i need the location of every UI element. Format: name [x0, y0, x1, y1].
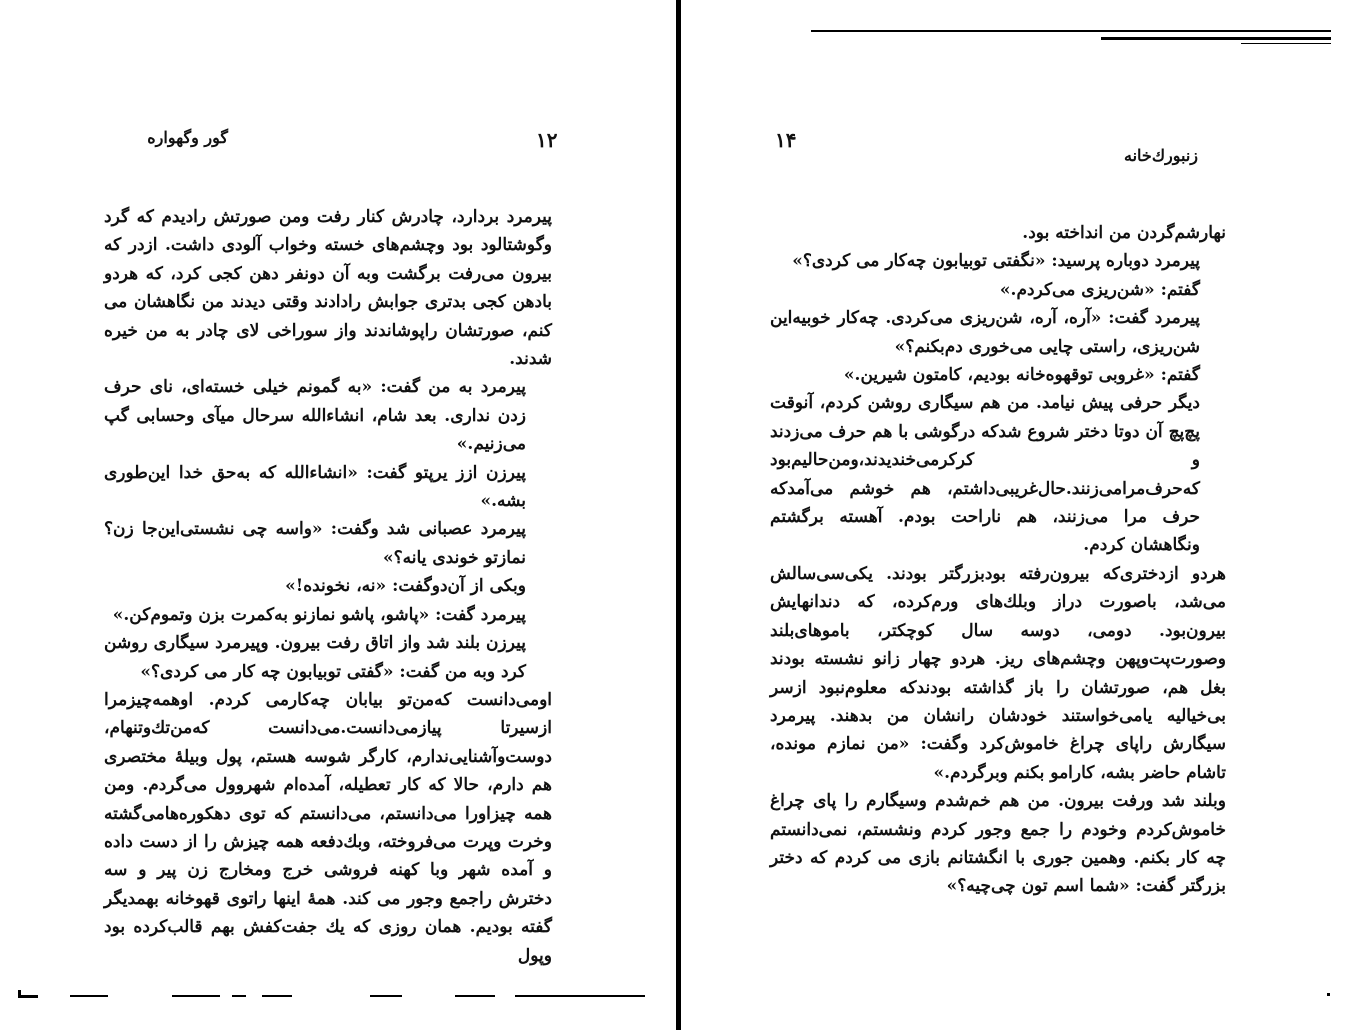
paragraph: پیرمرد گفت: «آره، آره، شن‌ریزی می‌کردی. چه‌کار خوبیه‌این شن‌ریزی، راستی چایی می‌خوری دم‌بکنم؟» [770, 308, 1200, 357]
paragraph: وبکی از آن‌دوگفت: «نه، نخونده!» [285, 576, 526, 597]
paragraph: پیرزن ازز یرپتو گفت: «انشاءالله که به‌حق خدا این‌طوری بشه.» [104, 462, 526, 512]
scan-line [1101, 37, 1331, 40]
paragraph: پیرمرد به من گفت: «به گمونم خیلی خسته‌ای، نای حرف زدن نداری. بعد شام، انشاءالله سرحال میآی وحسابی گپ می‌زنیم.» [104, 377, 526, 455]
left-page-number: ۱۲ [536, 128, 558, 152]
scan-line [172, 995, 220, 997]
paragraph: دیگر حرفی پیش نیامد. من هم سیگاری روشن کردم، آنوقت پچ‌پچ آن دوتا دختر شروع شدکه درگوشی با هم حرف می‌زدند و کرکرمی‌خندیدند،ومن‌حالیم‌بود که‌حرف‌مرامی‌زنند.حال‌غریبی‌داشتم، هم خوشم می‌آمدکه حرف مرا می‌زنند، هم ناراحت بودم. آهسته برگشتم ونگاهشان کردم. [770, 393, 1200, 556]
scan-line [370, 995, 402, 997]
paragraph: نهارشم‌گردن من انداخته بود. [1022, 223, 1226, 243]
paragraph: گفتم: «غروبی توقهوه‌خانه بودیم، کامتون شیرین.» [843, 365, 1200, 386]
paragraph: پیرمرد عصبانی شد وگفت: «واسه چی نشستی‌این‌جا زن؟نمازتو خوندی یانه؟» [104, 519, 526, 568]
paragraph: پیرمرد گفت: «پاشو، پاشو نمازنو به‌کمرت بزن وتموم‌کن.» [112, 604, 526, 625]
scan-mark [18, 995, 38, 998]
paragraph: وبلند شد ورفت بیرون. من هم خم‌شدم وسیگارم را پای چراغ خاموش‌کردم وخودم را جمع وجور کردم ونشستم، نمی‌دانستم چه کار بکنم. وهمین جوری با انگشتانم بازی می کردم که دختر بزرگتر گفت: «شما اسم تون چی‌چیه؟» [770, 791, 1226, 897]
scan-line [70, 995, 108, 997]
right-page [681, 0, 1363, 1030]
paragraph: گفتم: «شن‌ریزی می‌کردم.» [999, 279, 1200, 300]
scan-line [1241, 43, 1331, 44]
scan-line [262, 995, 292, 997]
paragraph: هردو ازدختری‌که بیرون‌رفته بودبزرگتر بودند. یکی‌سی‌سالش می‌شد، باصورت دراز وبلك‌های ورم‌کرده، که دندانهایش بیرون‌بود. دومی، دوسه سال کوچکتر، باموهای‌بلند وصورت‌پت‌وپهن وچشم‌های ریز. هردو چهار زانو نشسته بودند بغل هم، صورتشان را باز گذاشته بودندکه معلوم‌نبود ازسر بی‌خیالیه یامی‌خواستند خودشان رانشان من بدهند. پیرمرد سیگارش راپای چراغ خاموش‌کرد وگفت: «من نمازم مونده، تاشام حاضر بشه، کارامو بکنم وبرگردم.» [770, 563, 1226, 783]
right-page-number: ۱۴ [775, 128, 797, 152]
left-page-header: گور وگهواره [147, 128, 228, 147]
scan-line [455, 995, 495, 997]
paragraph: اومی‌دانست که‌من‌تو بیابان چه‌کارمی کردم. اوهمه‌چیزمرا ازسیرتا پیازمی‌دانست.می‌دانست که‌من‌تك‌وتنهام، دوست‌وآشنایی‌ندارم، کارگر شوسه هستم، پول وبیلهٔ مختصری هم دارم، حالا که کار تعطیله، آمده‌ام شهروول می‌گردم. ومن همه چیزاورا می‌دانستم، می‌دانستم که توی دهکوره‌هامی‌گشته وخرت وپرت می‌فروخته، وبك‌دفعه همه چیزش را از دست داده و آمده شهر وبا کهنه فروشی خرج ومخارج زن پیر و سه دخترش راجمع وجور می کند. همهٔ اینها راتوی قهوخانه بهمدیگر گفته بودیم. همان روزی که یك جفت‌کفش بهم قالب‌کرده بود وپول [104, 689, 552, 966]
scan-line [515, 995, 645, 997]
paragraph: پیرمرد بردارد، چادرش کنار رفت ومن صورتش رادیدم که گرد وگوشتالود بود وچشم‌های خسته وخواب آلودی داشت. ازدر که بیرون می‌رفت برگشت وبه آن دونفر دهن کجی کرد، که هردو بادهن کجی بدتری جوابش رادادند وقتی دیدند من نگاهشان می کنم، صورتشان راپوشاندند واز سوراخی لای چادر به من خیره شدند. [104, 207, 552, 370]
scan-mark [1327, 993, 1330, 996]
scan-line [232, 995, 246, 997]
right-page-body [770, 219, 1226, 901]
left-page [0, 0, 676, 1030]
scan-line [811, 30, 1331, 32]
paragraph: پیرمرد دوباره پرسید: «نگفتی توبیابون چه‌کار می کردی؟» [792, 251, 1200, 272]
paragraph: پیرزن بلند شد واز اتاق رفت بیرون. وپیرمرد سیگاری روشن کرد وبه من گفت: «گفتی توبیابون چه کار می کردی؟» [104, 633, 526, 682]
left-page-body [104, 203, 552, 970]
right-page-header: زنبورك‌خانه [1124, 146, 1198, 165]
